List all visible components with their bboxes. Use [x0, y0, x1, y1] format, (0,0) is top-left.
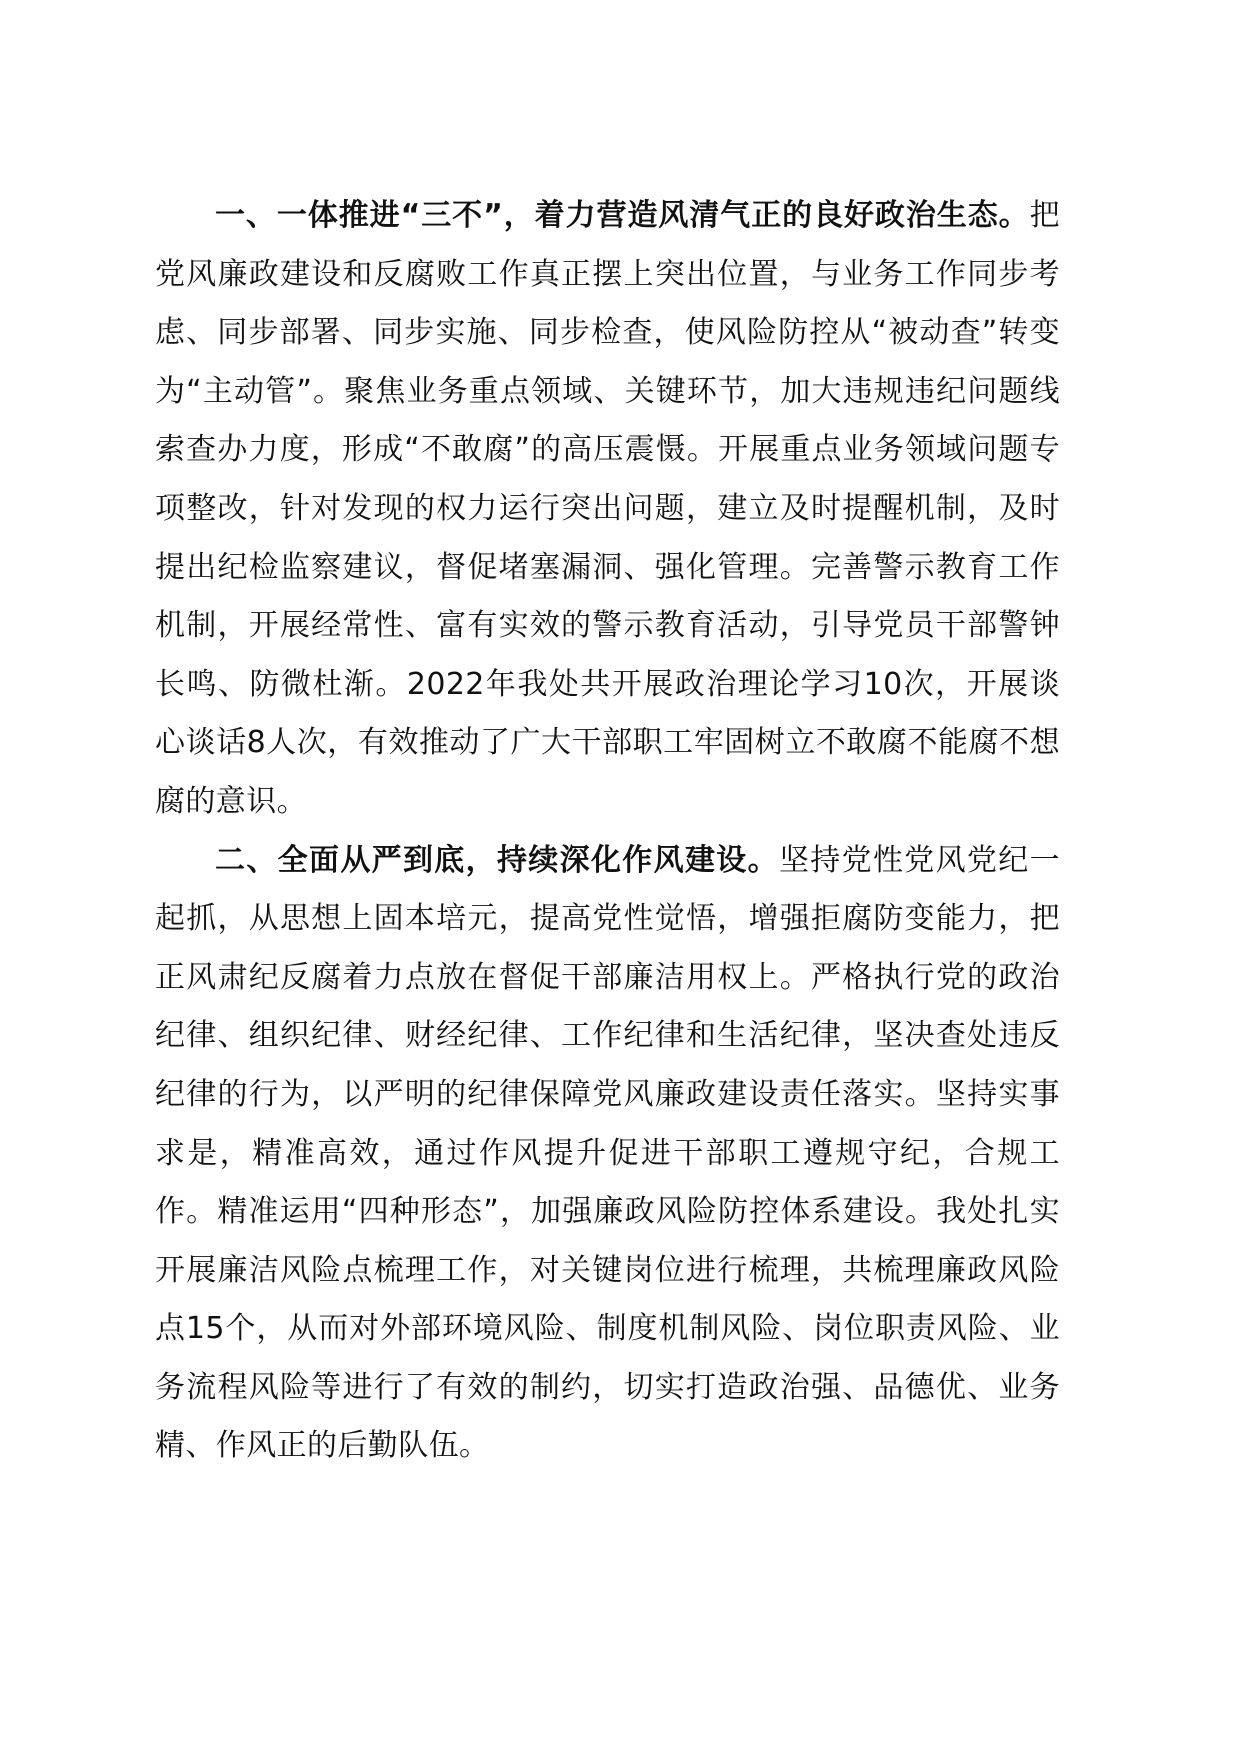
document-body	[155, 187, 1060, 1476]
paragraph-1	[155, 187, 1060, 832]
paragraph-1-text: 把党风廉政建设和反腐败工作真正摆上突出位置，与业务工作同步考虑、同步部署、同步实施、同步检查，使风险防控从“被动查”转变为“主动管”。聚焦业务重点领域、关键环节，加大违规违纪问题线索查办力度，形成“不敢腐”的高压震慑。开展重点业务领域问题专项整改，针对发现的权力运行突出问题，建立及时提醒机制，及时提出纪检监察建议，督促堵塞漏洞、强化管理。完善警示教育工作机制，开展经常性、富有实效的警示教育活动，引导党员干部警钟长鸣、防微杜渐。2022年我处共开展政治理论学习10次，开展谈心谈话8人次，有效推动了广大干部职工牢固树立不敢腐不能腐不想腐的意识。	[155, 198, 1060, 819]
paragraph-2	[155, 832, 1060, 1477]
paragraph-2-text: 坚持党性党风党纪一起抓，从思想上固本培元，提高党性觉悟，增强拒腐防变能力，把正风肃纪反腐着力点放在督促干部廉洁用权上。严格执行党的政治纪律、组织纪律、财经纪律、工作纪律和生活纪律，坚决查处违反纪律的行为，以严明的纪律保障党风廉政建设责任落实。坚持实事求是，精准高效，通过作风提升促进干部职工遵规守纪，合规工作。精准运用“四种形态”，加强廉政风险防控体系建设。我处扎实开展廉洁风险点梳理工作，对关键岗位进行梳理，共梳理廉政风险点15个，从而对外部环境风险、制度机制风险、岗位职责风险、业务流程风险等进行了有效的制约，切实打造政治强、品德优、业务精、作风正的后勤队伍。	[155, 842, 1060, 1464]
paragraph-2-heading: 二、全面从严到底，持续深化作风建设。	[215, 842, 779, 878]
paragraph-1-heading: 一、一体推进“三不”，着力营造风清气正的良好政治生态。	[215, 198, 1030, 233]
